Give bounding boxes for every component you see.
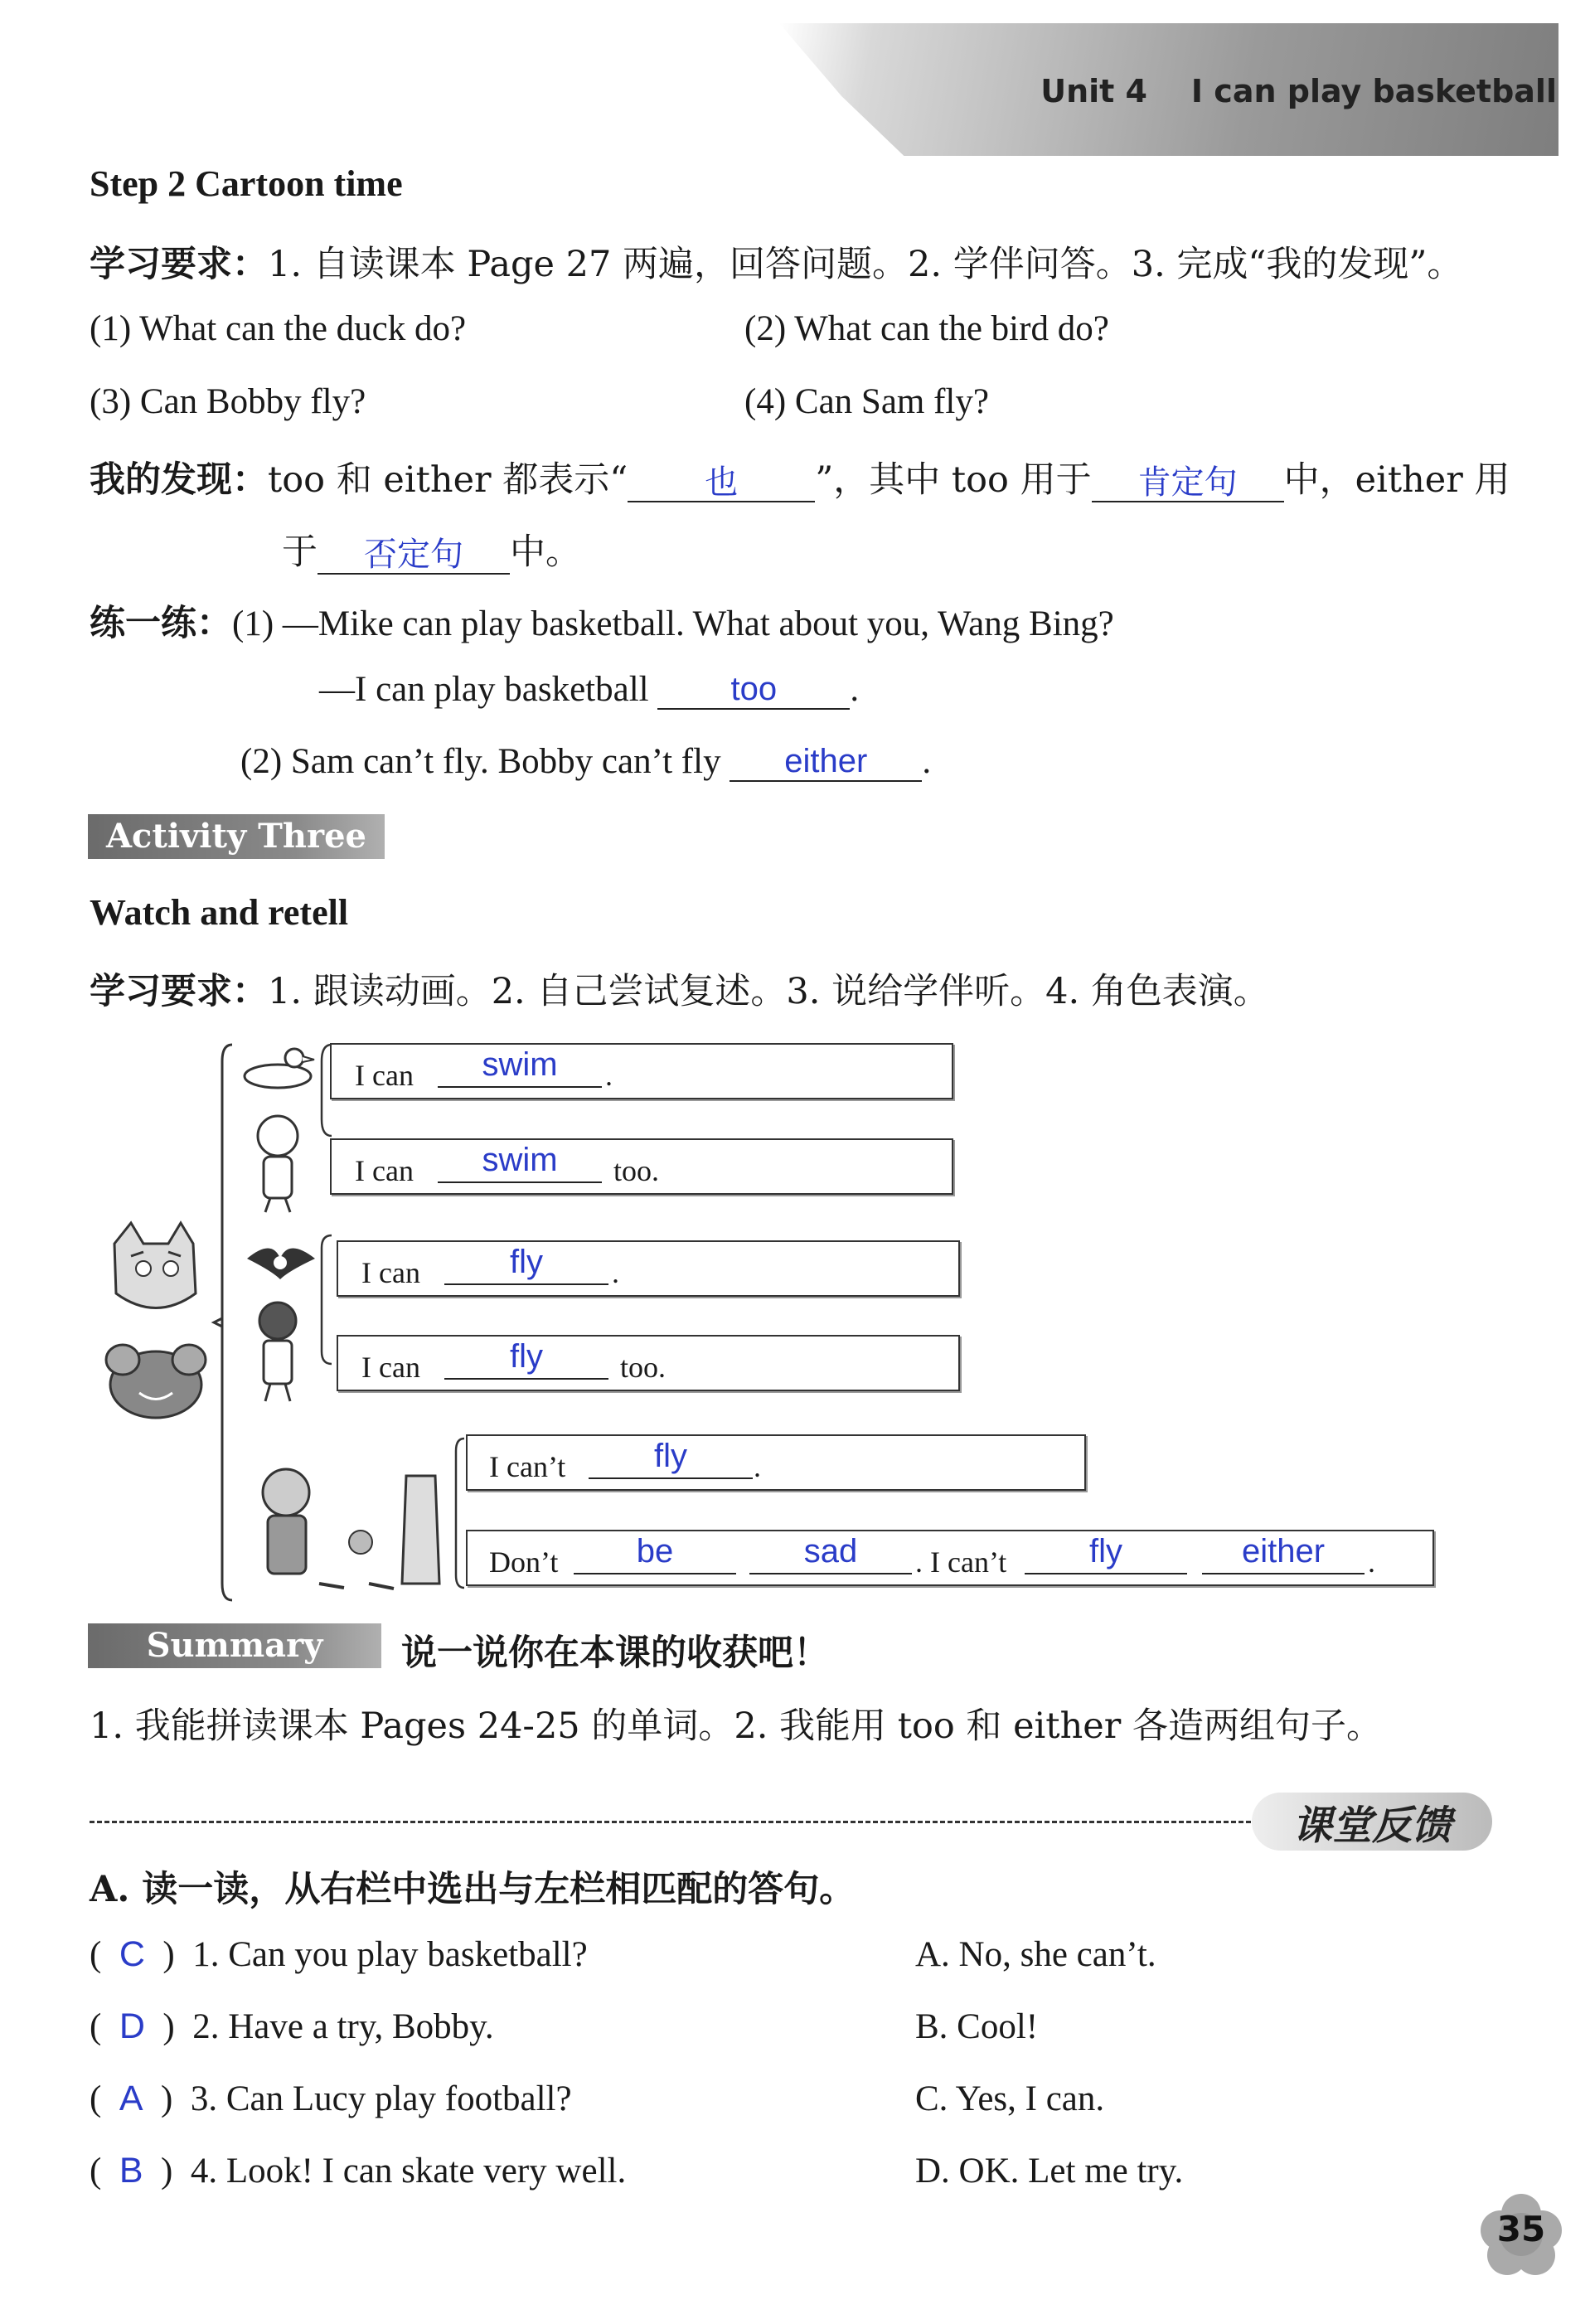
retell-box-6-blank-4[interactable] [1202, 1533, 1365, 1574]
match-option-a: A. No, she can’t. [915, 1935, 1156, 1974]
match-question-2: 2. Have a try, Bobby. [192, 2007, 494, 2046]
match-row-4: ( B ) 4. Look! I can skate very well. [90, 2151, 627, 2191]
retell-box-2 [330, 1138, 953, 1195]
retell-box-6-blank-2[interactable] [749, 1533, 912, 1574]
retell-box-3-blank[interactable] [444, 1244, 608, 1285]
retell-box-6-prefix: Don’t [489, 1545, 559, 1579]
retell-box-6-answer-3: fly [1089, 1533, 1122, 1570]
discovery-label: 我的发现： [90, 459, 268, 501]
match-question-3: 3. Can Lucy play football? [190, 2079, 572, 2118]
requirement-label: 学习要求： [90, 971, 268, 1012]
retell-box-4 [337, 1335, 960, 1391]
question-4: (4) Can Sam fly? [744, 382, 989, 421]
retell-box-1 [330, 1043, 953, 1099]
retell-box-2-suffix: too. [613, 1154, 660, 1187]
practice-label: 练一练： [90, 603, 232, 644]
match-option-b: B. Cool! [915, 2007, 1039, 2046]
mouse-girl-icon [240, 1111, 315, 1215]
retell-box-6-middle: . I can’t [915, 1545, 1007, 1579]
discovery-text-c: 中，either 用 [1283, 459, 1510, 501]
practice-2-blank[interactable] [730, 740, 922, 782]
retell-box-2-answer: swim [482, 1142, 558, 1178]
match-row-1: ( C ) 1. Can you play basketball? [90, 1934, 588, 1974]
question-2: (2) What can the bird do? [744, 309, 1109, 348]
cat-and-mouse-stump-icon [236, 1459, 452, 1600]
discovery-answer-2: 肯定句 [1137, 464, 1238, 501]
retell-box-1-suffix: . [605, 1059, 613, 1092]
match-question-1: 1. Can you play basketball? [192, 1935, 588, 1974]
discovery-blank-1[interactable] [628, 461, 815, 502]
feedback-section-title: A. 读一读，从右栏中选出与左栏相匹配的答句。 [90, 1869, 856, 1910]
retell-box-3 [337, 1240, 960, 1297]
retell-box-6-answer-1: be [636, 1533, 674, 1570]
retell-box-3-answer: fly [510, 1244, 543, 1280]
retell-box-6-blank-1[interactable] [574, 1533, 736, 1574]
practice-line-1 [90, 595, 1114, 646]
requirement-label: 学习要求： [90, 244, 268, 285]
feedback-badge: 课堂反馈 [1252, 1793, 1492, 1851]
step2-requirement [90, 236, 1462, 287]
retell-box-4-answer: fly [510, 1338, 543, 1375]
retell-box-3-suffix: . [612, 1256, 619, 1289]
discovery-text-e: 中。 [510, 531, 581, 573]
page-number: 35 [1496, 2209, 1546, 2249]
mouse-boy-icon [240, 1298, 315, 1405]
match-answer-2[interactable]: D [119, 2006, 145, 2046]
practice-2-dot: . [922, 742, 932, 781]
retell-box-4-suffix: too. [620, 1351, 667, 1384]
bird-icon [239, 1234, 322, 1292]
match-option-d: D. OK. Let me try. [915, 2152, 1184, 2191]
mouse-icon [98, 1335, 214, 1426]
discovery-text-b: ”，其中 too 用于 [815, 459, 1092, 501]
retell-box-6-blank-3[interactable] [1025, 1533, 1187, 1574]
summary-prompt: 说一说你在本课的收获吧！ [401, 1633, 829, 1674]
match-question-4: 4. Look! I can skate very well. [190, 2152, 627, 2191]
retell-box-5-answer: fly [654, 1438, 687, 1474]
requirement-text: 1. 跟读动画。2. 自己尝试复述。3. 说给学伴听。4. 角色表演。 [268, 971, 1269, 1012]
unit-label: Unit 4 [1040, 73, 1147, 109]
practice-line-2 [319, 668, 859, 710]
discovery-answer-3: 否定句 [364, 536, 463, 573]
discovery-text-d: 于 [282, 531, 318, 573]
match-answer-4[interactable]: B [119, 2151, 143, 2191]
practice-1-answer-text: —I can play basketball [319, 670, 649, 709]
retell-box-3-prefix: I can [361, 1256, 420, 1289]
match-answer-3[interactable]: A [119, 2079, 143, 2118]
retell-box-1-blank[interactable] [438, 1046, 602, 1088]
cat-icon [98, 1219, 214, 1327]
match-row-2: ( D ) 2. Have a try, Bobby. [90, 2006, 494, 2046]
practice-1-blank[interactable] [657, 668, 850, 710]
retell-box-6-answer-2: sad [803, 1533, 858, 1570]
retell-box-4-blank[interactable] [444, 1338, 608, 1380]
feedback-divider [90, 1821, 1258, 1823]
discovery-line-1 [90, 452, 1510, 502]
retell-box-2-blank[interactable] [438, 1142, 602, 1183]
discovery-answer-1: 也 [705, 464, 739, 501]
practice-line-3 [240, 740, 931, 782]
discovery-line-2 [282, 524, 581, 575]
practice-2-text: (2) Sam can’t fly. Bobby can’t fly [240, 742, 721, 781]
practice-1-dot: . [850, 670, 860, 709]
match-answer-1[interactable]: C [119, 1934, 145, 1974]
duck-icon [236, 1043, 315, 1091]
practice-2-answer: either [784, 743, 868, 779]
retell-box-5-suffix: . [754, 1450, 761, 1483]
activity-three-requirement [90, 963, 1269, 1014]
match-option-c: C. Yes, I can. [915, 2079, 1105, 2118]
requirement-text: 1. 自读课本 Page 27 两遍，回答问题。2. 学伴问答。3. 完成“我的发现”。 [268, 244, 1463, 285]
retell-box-6-suffix: . [1368, 1545, 1375, 1579]
match-row-3: ( A ) 3. Can Lucy play football? [90, 2079, 572, 2118]
retell-box-1-answer: swim [482, 1046, 558, 1083]
retell-box-6-answer-4: either [1241, 1533, 1326, 1570]
unit-title: I can play basketball [1190, 73, 1557, 109]
retell-box-5-blank[interactable] [589, 1438, 753, 1479]
retell-box-1-prefix: I can [355, 1059, 414, 1092]
retell-box-5 [466, 1434, 1086, 1491]
retell-box-5-prefix: I can’t [489, 1450, 566, 1483]
retell-box-4-prefix: I can [361, 1351, 420, 1384]
discovery-text-a: too 和 either 都表示“ [268, 459, 628, 501]
retell-box-2-prefix: I can [355, 1154, 414, 1187]
discovery-blank-3[interactable] [318, 533, 510, 575]
question-3: (3) Can Bobby fly? [90, 382, 366, 421]
summary-text: 1. 我能拼读课本 Pages 24-25 的单词。2. 我能用 too 和 either 各造两组句子。 [90, 1705, 1382, 1747]
activity-three-tag: Activity Three [88, 814, 385, 859]
retell-box-6 [466, 1530, 1434, 1586]
question-1: (1) What can the duck do? [90, 309, 467, 348]
practice-1-question: (1) —Mike can play basketball. What about you, Wang Bing? [232, 604, 1114, 643]
summary-tag: Summary [88, 1623, 381, 1668]
activity-three-title: Watch and retell [90, 892, 349, 933]
practice-1-answer: too [730, 671, 778, 707]
step2-title: Step 2 Cartoon time [90, 163, 403, 204]
discovery-blank-2[interactable] [1092, 461, 1284, 502]
header-title [1040, 73, 1557, 109]
